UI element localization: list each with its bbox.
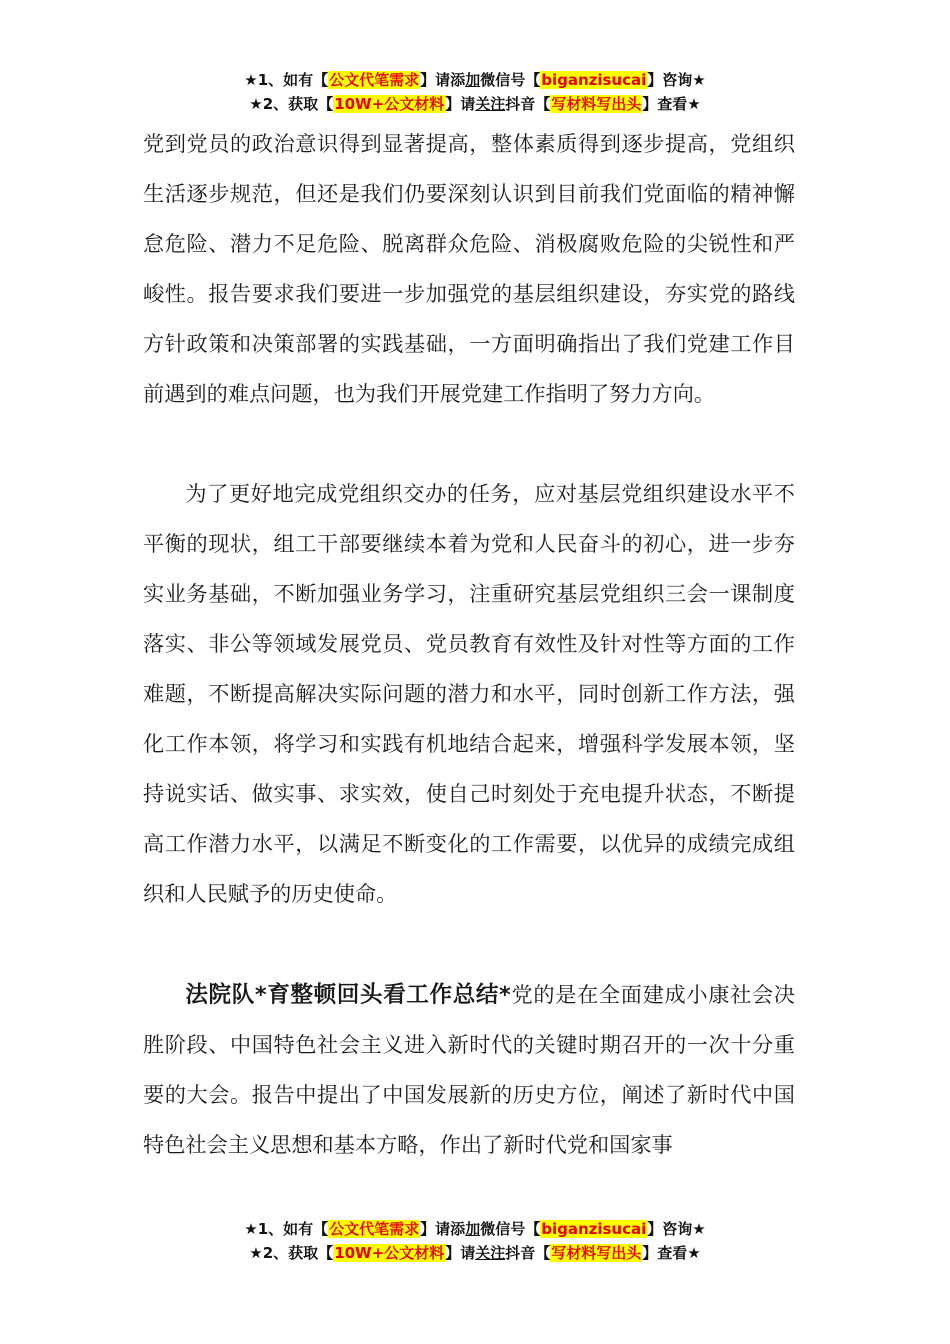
document-body-2 xyxy=(143,469,795,919)
promo-highlight: 公文代笔需求 xyxy=(329,71,420,89)
promo-text: 】请 xyxy=(445,1244,476,1262)
promo-text: 微信号【 xyxy=(480,1220,541,1238)
paragraph: 为了更好地完成党组织交办的任务，应对基层党组织建设水平不平衡的现状，组工干部要继续本着为党和人民奋斗的初心，进一步夯实业务基础，不断加强业务学习，注重研究基层党组织三会一课制度落实、非公等领域发展党员、党员教育有效性及针对性等方面的工作难题，不断提高解决实际问题的潜力和水平，同时创新工作方法，强化工作本领，将学习和实践有机地结合起来，增强科学发展本领，坚持说实话、做实事、求实效，使自己时刻处于充电提升状态，不断提高工作潜力水平，以满足不断变化的工作需要，以优异的成绩完成组织和人民赋予的历史使命。 xyxy=(143,481,795,906)
promo-highlight: 10W+公文材料 xyxy=(334,95,445,113)
document-body-3 xyxy=(143,970,795,1170)
promo-line-1 xyxy=(0,68,950,92)
paragraph-text: 党的是在全面建成小康社会决胜阶段、中国特色社会主义进入新时代的关键时期召开的一次十分重要的大会。报告中提出了中国发展新的历史方位，阐述了新时代中国特色社会主义思想和基本方略，作出了新时代党和国家事 xyxy=(143,982,795,1157)
document-body-1 xyxy=(143,119,795,419)
promo-text: 】请 xyxy=(445,95,476,113)
promo-text: ★2、获取【 xyxy=(249,95,334,113)
promo-text: 微信号【 xyxy=(480,71,541,89)
promo-header xyxy=(0,68,950,116)
promo-text: 】查看★ xyxy=(642,1244,701,1262)
promo-text: ★1、如有【 xyxy=(244,71,329,89)
promo-text: 抖音【 xyxy=(505,95,551,113)
paragraph-with-title xyxy=(143,970,795,1170)
promo-text: 抖音【 xyxy=(505,1244,551,1262)
promo-line-2 xyxy=(0,92,950,116)
promo-emphasis: 加 xyxy=(465,71,481,89)
promo-text: 】咨询★ xyxy=(647,71,706,89)
promo-footer xyxy=(0,1217,950,1265)
section-title: 法院队*育整顿回头看工作总结* xyxy=(185,982,511,1008)
promo-text: 】查看★ xyxy=(642,95,701,113)
promo-highlight: biganzisucai xyxy=(541,71,647,89)
promo-emphasis: 关注 xyxy=(475,95,506,113)
promo-emphasis: 加 xyxy=(465,1220,481,1238)
promo-highlight: 写材料写出头 xyxy=(551,1244,642,1262)
promo-emphasis: 关注 xyxy=(475,1244,506,1262)
promo-text: ★2、获取【 xyxy=(249,1244,334,1262)
promo-text: 】咨询★ xyxy=(647,1220,706,1238)
promo-highlight: 10W+公文材料 xyxy=(334,1244,445,1262)
promo-text: 】请添 xyxy=(420,1220,466,1238)
paragraph: 党到党员的政治意识得到显著提高，整体素质得到逐步提高，党组织生活逐步规范，但还是我们仍要深刻认识到目前我们党面临的精神懈怠危险、潜力不足危险、脱离群众危险、消极腐败危险的尖锐性和严峻性。报告要求我们要进一步加强党的基层组织建设，夯实党的路线方针政策和决策部署的实践基础，一方面明确指出了我们党建工作目前遇到的难点问题，也为我们开展党建工作指明了努力方向。 xyxy=(143,131,795,406)
promo-text: 】请添 xyxy=(420,71,466,89)
promo-highlight: 公文代笔需求 xyxy=(329,1220,420,1238)
promo-highlight: 写材料写出头 xyxy=(551,95,642,113)
promo-text: ★1、如有【 xyxy=(244,1220,329,1238)
promo-line-2 xyxy=(0,1241,950,1265)
promo-line-1 xyxy=(0,1217,950,1241)
promo-highlight: biganzisucai xyxy=(541,1220,647,1238)
